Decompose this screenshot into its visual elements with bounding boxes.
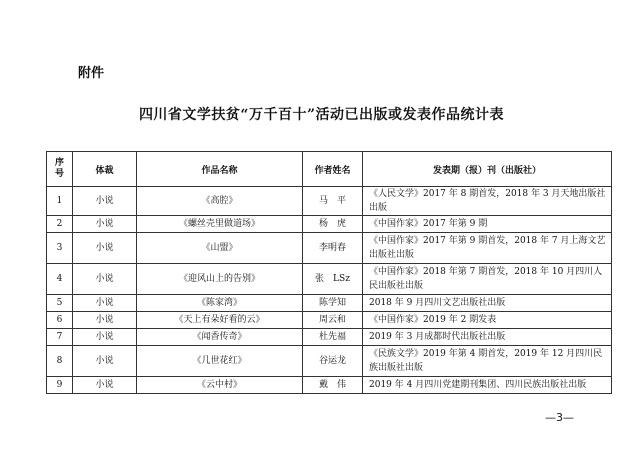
table-row — [47, 377, 612, 394]
cell-publication: 2018 年 9 月四川文艺出版社出版 — [363, 295, 612, 312]
cell-publication: 《中国作家》2017 年第 9 期首发，2018 年 7 月上海文艺出版社出版 — [363, 233, 612, 264]
cell-no: 7 — [47, 329, 73, 346]
cell-work: 《几世花红》 — [137, 346, 303, 377]
header-seq — [47, 152, 73, 187]
cell-genre: 小说 — [73, 295, 137, 312]
cell-publication: 《中国作家》2019 年 2 期发表 — [363, 312, 612, 329]
header-seq-line1: 序 — [54, 158, 64, 168]
cell-no: 9 — [47, 377, 73, 394]
cell-genre: 小说 — [73, 312, 137, 329]
header-work: 作品名称 — [137, 152, 303, 187]
cell-publication: 《中国作家》2017 年第 9 期 — [363, 216, 612, 233]
cell-publication: 《人民文学》2017 年 8 期首发，2018 年 3 月天地出版社出版 — [363, 187, 612, 216]
table-row — [47, 295, 612, 312]
cell-publication: 《民族文学》2019 年第 4 期首发，2019 年 12 月四川民族出版社出版 — [363, 346, 612, 377]
cell-no: 3 — [47, 233, 73, 264]
header-seq-line2: 号 — [54, 169, 64, 179]
cell-author: 陈学知 — [303, 295, 363, 312]
cell-author: 周云和 — [303, 312, 363, 329]
cell-author: 杜先福 — [303, 329, 363, 346]
header-genre: 体裁 — [73, 152, 137, 187]
cell-genre: 小说 — [73, 264, 137, 295]
cell-author: 谷运龙 — [303, 346, 363, 377]
cell-author: 张 LSz — [303, 264, 363, 295]
cell-work: 《山盟》 — [137, 233, 303, 264]
cell-genre: 小说 — [73, 187, 137, 216]
attachment-label: 附件 — [78, 66, 105, 81]
cell-work: 《闻香传奇》 — [137, 329, 303, 346]
cell-work: 《天上有朵好看的云》 — [137, 312, 303, 329]
header-author: 作者姓名 — [303, 152, 363, 187]
cell-no: 4 — [47, 264, 73, 295]
cell-work: 《螺丝壳里做道场》 — [137, 216, 303, 233]
cell-genre: 小说 — [73, 377, 137, 394]
cell-work: 《高腔》 — [137, 187, 303, 216]
cell-work: 《陈家湾》 — [137, 295, 303, 312]
table-row — [47, 264, 612, 295]
cell-genre: 小说 — [73, 233, 137, 264]
cell-author: 李明春 — [303, 233, 363, 264]
cell-genre: 小说 — [73, 216, 137, 233]
cell-genre: 小说 — [73, 329, 137, 346]
works-table — [46, 151, 612, 394]
cell-publication: 2019 年 3 月成都时代出版社出版 — [363, 329, 612, 346]
cell-work: 《迎风山上的告别》 — [137, 264, 303, 295]
cell-author: 杨 虎 — [303, 216, 363, 233]
page-number: —3— — [545, 411, 574, 424]
table-row — [47, 187, 612, 216]
cell-no: 5 — [47, 295, 73, 312]
document-title: 四川省文学扶贫“万千百十”活动已出版或发表作品统计表 — [138, 107, 505, 123]
cell-publication: 《中国作家》2018 年第 7 期首发，2018 年 10 月四川人民出版社出版 — [363, 264, 612, 295]
cell-no: 2 — [47, 216, 73, 233]
table-row — [47, 216, 612, 233]
table-row — [47, 312, 612, 329]
cell-no: 6 — [47, 312, 73, 329]
cell-publication: 2019 年 4 月四川党建期刊集团、四川民族出版社出版 — [363, 377, 612, 394]
cell-author: 马 平 — [303, 187, 363, 216]
cell-work: 《云中村》 — [137, 377, 303, 394]
cell-no: 1 — [47, 187, 73, 216]
header-publication: 发表期（报）刊（出版社） — [363, 152, 612, 187]
cell-author: 戴 伟 — [303, 377, 363, 394]
table-row — [47, 329, 612, 346]
table-row — [47, 233, 612, 264]
cell-no: 8 — [47, 346, 73, 377]
table-row — [47, 346, 612, 377]
table-header-row — [47, 152, 612, 187]
cell-genre: 小说 — [73, 346, 137, 377]
